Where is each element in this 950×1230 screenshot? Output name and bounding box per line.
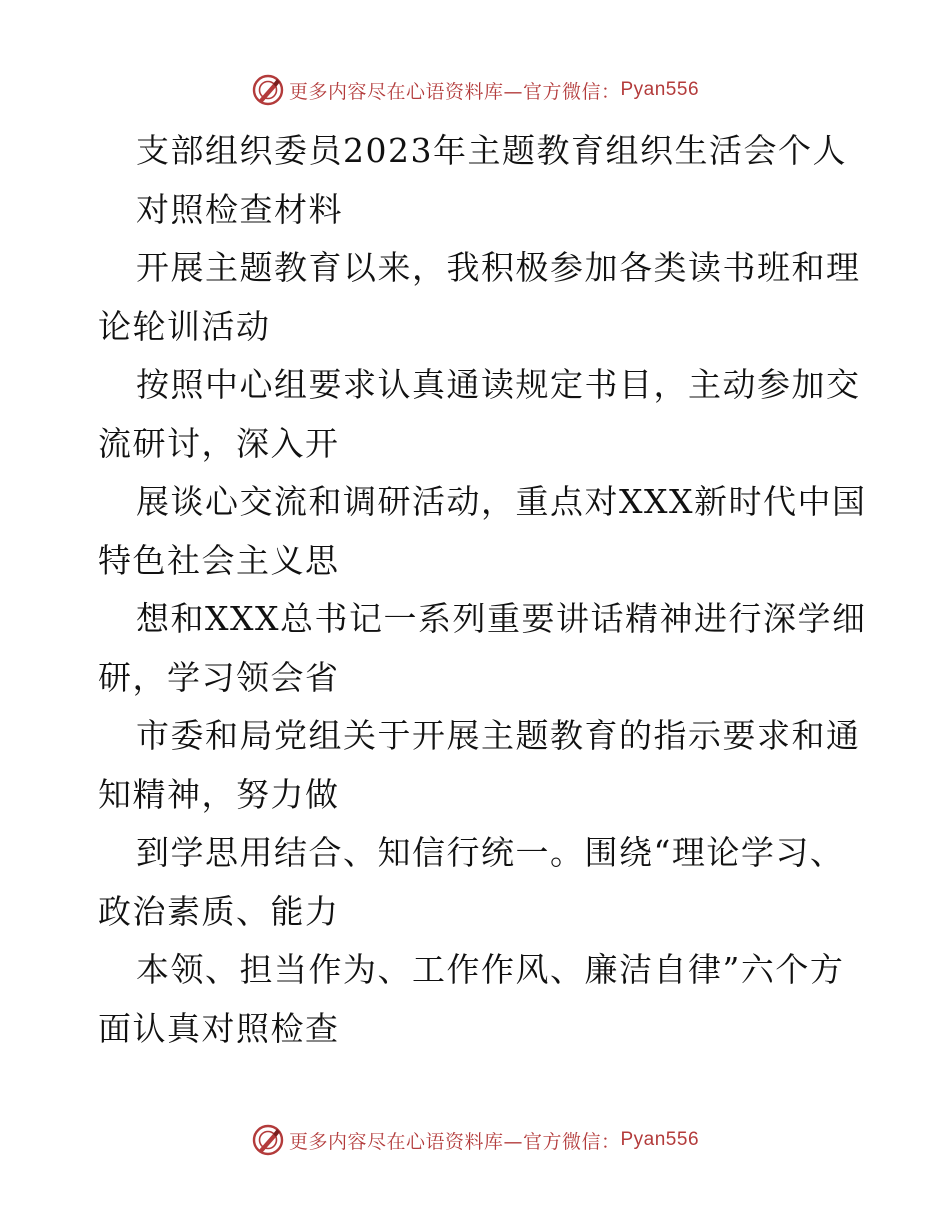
watermark-wechat-id: Pyan556	[620, 79, 700, 100]
watermark-wechat-id: Pyan556	[620, 1129, 700, 1150]
paragraph-line: 市委和局党组关于开展主题教育的指示要求和通	[136, 716, 861, 755]
paragraph-line: 知精神，努力做	[98, 774, 340, 814]
paragraph-line: 流研讨，深入开	[98, 423, 340, 463]
paragraph-line: 本领、担当作为、工作作风、廉洁自律”六个方	[136, 950, 845, 989]
footer-watermark	[0, 1122, 950, 1158]
paragraph-line: 按照中心组要求认真通读规定书目，主动参加交	[136, 365, 861, 404]
pen-logo-icon	[251, 73, 285, 107]
pen-logo-icon	[251, 1123, 285, 1157]
paragraph-line: 研，学习领会省	[98, 657, 340, 697]
paragraph-line: 面认真对照检查	[98, 1008, 340, 1048]
watermark-text: 更多内容尽在心语资料库—官方微信：	[288, 1130, 621, 1153]
paragraph-line: 政治素质、能力	[98, 891, 340, 931]
paragraph-line: 展谈心交流和调研活动，重点对XXX新时代中国	[136, 482, 867, 521]
paragraph-line: 到学思用结合、知信行统一。围绕“理论学习、	[136, 833, 845, 872]
paragraph-line: 想和XXX总书记一系列重要讲话精神进行深学细	[136, 599, 867, 638]
paragraph-line: 特色社会主义思	[98, 540, 340, 580]
paragraph-line: 论轮训活动	[98, 306, 271, 346]
document-body	[98, 122, 867, 1058]
document-title-line-2: 对照检查材料	[136, 189, 343, 229]
header-watermark	[0, 72, 950, 108]
paragraph-line: 开展主题教育以来，我积极参加各类读书班和理	[136, 248, 861, 287]
document-title-line-1: 支部组织委员2023年主题教育组织生活会个人	[136, 131, 847, 170]
watermark-text: 更多内容尽在心语资料库—官方微信：	[288, 80, 621, 103]
